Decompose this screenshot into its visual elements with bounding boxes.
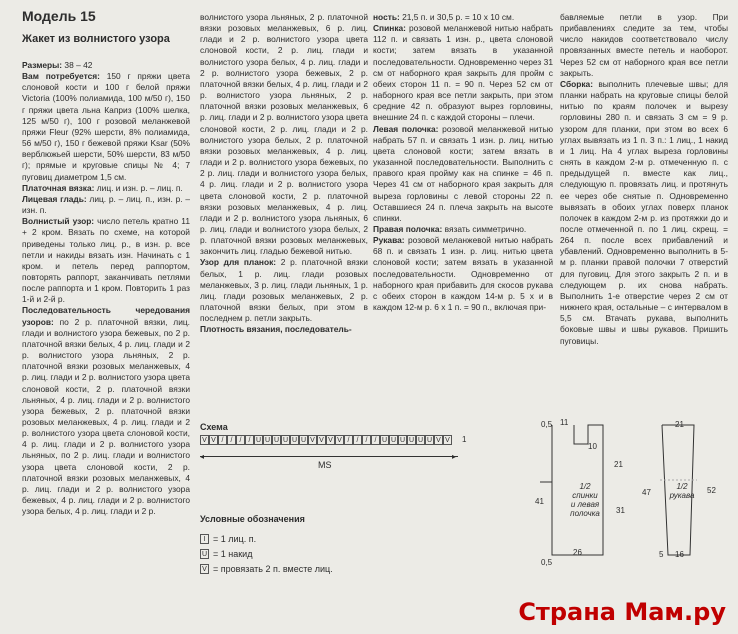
chart-cell: U xyxy=(399,437,406,444)
text-column-1: Размеры: 38 – 42 Вам потребуется: 150 г пряжи цвета слоновой кости и 100 г белой пряжи Victoria (100% полиамида, 100 м/50 г), 150 г пряжи цвета льна Каприз (100% шелка, 125 м/50 г), 100 г розовой меланжевой пряжи Fleur (92% шерсти, 8% полиамида, 56 м/50 г), 150 г бежевой пряжи Ksar (50% верблюжьей шерсти, 50% шерсти, 83 м/50 г); прямые и круговые спицы № 4; 7 пуговиц диаметром 1,5 см. Платочная вязка: лиц. и изн. р. – лиц. п. Лицевая гладь: лиц. р. – лиц. п., изн. р. – изн. п. Волнистый узор: число петель кратно 11 + 2 кром. Вязать по схеме, на которой приведены только лиц. р., в изн. р. все петли и накиды вязать изн. Начинать с 1 кром. и петель перед раппортом, повторять раппорт, заканчивать петлями после раппорта и 1 кром. Повторить 1 раз 1-й и 2-й р. Последовательность чередования узоров: по 2 р. платочной вязки, лиц. глади и волнистого узора бежевых, по 2 р. платочной вязки белых, 4 р. лиц. глади и 2 р. волнистого узора льняных, 2 р. платочной вязки розовых меланжевых, 4 р. лиц. глади и 2 р. волнистого узора цвета слоновой кости, 2 р. платочной вязки льняных, 4 р. лиц. глади и 2 р. волнистого узора бежевых, 2 р. платочной вязки розовых меланжевых, 4 р. лиц. глади и 2 р. волнистого узора цвета слоновой кости, 4 р. лиц. глади и 2 р. волнистого узора льняных, по 2 р. лиц. глади и волнистого узора цвета слоновой кости, 2 р. платочной вязки розовых меланжевых, 4 р. лиц. глади и 2 р. волнистого узора бежевых, 4 р. лиц. глади и 2 р. волнистого узора белых, 4 р. лиц. глади и 2 р. xyxy=(22,60,190,517)
text-column-2: волнистого узора льняных, 2 р. платочной вязки розовых меланжевых, 6 р. лиц. глади и 2 р. волнистого узора цвета слоновой кости, 2 р. лиц. глади и волнистого узора белых, 4 р. лиц. глади и 2 р. волнистого узора бежевых, 2 р. платочной вязки белых, 4 р. лиц. глади и 2 р. волнистого узора льняных, 2 р. платочной вязки розовых меланжевых, 6 р. лиц. глади и 2 р. волнистого узора цвета слоновой кости, 2 р. лиц. глади и 2 р. волнистого узора белых, 2 р. платочной вязки розовых меланжевых, 4 р. лиц. глади и 2 р. волнистого узора бежевых, по 2 р. лиц. глади и волнистого узора белых, 4 р. лиц. глади и 2 р. волнистого узора цвета слоновой кости, 2 р. платочной вязки розовых меланжевых, 4 р. лиц. глади и 2 р. волнистого узора льняных, 6 р. лиц. глади и волнистого узора белых, 2 р. платочной вязки розовых меланжевых, закончить лиц. гладью бежевой нитью. Узор для планок: 2 р. платочной вязки белых, 1 р. лиц. глади розовых меланжевых, 3 р. лиц. глади льняных, 1 р. лиц. глади розовых меланжевых, 2 р. платочной вязки белых, при этом в последнем р. петли закрыть. Плотность вязания, последователь- xyxy=(200,12,368,335)
chart-cell: V xyxy=(335,435,344,445)
chart-cell: / xyxy=(236,435,245,445)
chart-cell: V xyxy=(209,435,218,445)
legend-item-knit xyxy=(200,534,256,544)
sleeve-label: 1/2 рукава xyxy=(669,482,695,500)
chart-cell: / xyxy=(245,435,254,445)
ms-right-arrow-icon: ▸ xyxy=(452,452,457,461)
chart-cell: V xyxy=(308,435,317,445)
pattern-chart xyxy=(200,435,452,447)
dim-shoulder-11: 11 xyxy=(560,418,569,427)
legend-item-k2tog xyxy=(200,564,333,574)
dim-height-41: 41 xyxy=(535,497,544,506)
legend-title: Условные обозначения xyxy=(200,514,305,524)
chart-cell: U xyxy=(381,437,388,444)
dim-sleeve-47: 47 xyxy=(642,488,651,497)
legend-symbol: I xyxy=(200,534,209,544)
dim-sleeve-52: 52 xyxy=(707,486,716,495)
chart-cell: U xyxy=(300,437,307,444)
dim-sleeve-5: 5 xyxy=(659,550,664,559)
chart-cell: U xyxy=(417,437,424,444)
ms-bracket-line xyxy=(200,456,458,457)
front-piece-label: 1/2 спинки и левая полочка xyxy=(570,482,600,518)
schematic-svg xyxy=(530,420,730,570)
legend-text: = провязать 2 п. вместе лиц. xyxy=(213,564,333,574)
chart-cell: U xyxy=(273,437,280,444)
chart-cell: V xyxy=(200,435,209,445)
text-column-4: бавляемые петли в узор. При прибавлениях следите за тем, чтобы число накидов соответствовало числу провязанных вместе петель и наоборот. Через 52 см от наборного края все петли закрыть. Сборка: выполнить плечевые швы; для планки набрать на круговые спицы белой нитью по краям полочек и вырезу горловины 280 п. и связать 3 см = 9 р. узором для планки, при этом во всех 6 углах вывязать из 1 п. 3 п.: 1 лиц., 1 накид и 1 лиц. На 4 углах выреза горловины снять в каждом 2-м р. отмеченную п. с предыдущей п. вместе как лиц., следующую п. провязать лиц. и протянуть ее через обе снятые п. Одновременно вывязать в обоих углах поверх планок полочек в каждом 2-м р. из протяжки до и после отмеченной п. по 1 лиц. скрещ. = 264 п. после всех прибавлений и убавлений. Одновременно выполнить в 5-м р. планки правой полочки 7 отверстий для пуговиц. Для этого закрыть 2 п. и в следующем р. их снова набрать. Выполнить 1-е отверстие через 2 см от нижнего края, остальные – с интервалом в 5,5 см. Втачать рукава, выполнить боковые швы и швы рукавов. Пришить пуговицы. xyxy=(560,12,728,346)
dim-sleeve-16: 16 xyxy=(675,550,684,559)
chart-cell: U xyxy=(255,437,262,444)
legend-symbol: U xyxy=(201,551,208,558)
dim-width-26: 26 xyxy=(573,548,582,557)
site-watermark-logo: Страна Мам.ру xyxy=(518,598,726,626)
legend-item-yarnover xyxy=(200,549,252,559)
chart-cell: U xyxy=(426,437,433,444)
chart-cell: U xyxy=(282,437,289,444)
chart-cell: U xyxy=(264,437,271,444)
chart-cell: / xyxy=(344,435,353,445)
schema-title: Схема xyxy=(200,422,228,432)
legend-text: = 1 накид xyxy=(213,549,253,559)
chart-cell: U xyxy=(390,437,397,444)
legend-text: = 1 лиц. п. xyxy=(213,534,257,544)
schematic-diagram xyxy=(530,420,730,570)
chart-row-number: 1 xyxy=(462,435,467,444)
chart-cell: V xyxy=(443,435,452,445)
chart-cell: / xyxy=(353,435,362,445)
chart-cell: V xyxy=(317,435,326,445)
model-title: Модель 15 xyxy=(22,8,96,24)
chart-cell: / xyxy=(371,435,380,445)
dim-sleeve-21: 21 xyxy=(675,420,684,429)
chart-cell: V xyxy=(434,435,443,445)
dim-bottom-05: 0,5 xyxy=(541,558,553,567)
chart-cell: / xyxy=(362,435,371,445)
ms-left-arrow-icon: ◂ xyxy=(200,452,205,461)
dim-neck-10: 10 xyxy=(588,442,597,451)
chart-cell: U xyxy=(291,437,298,444)
dim-top-05: 0,5 xyxy=(541,420,553,429)
legend-symbol: V xyxy=(200,564,209,574)
ms-label: MS xyxy=(318,460,332,470)
chart-cell: / xyxy=(218,435,227,445)
chart-cell: U xyxy=(408,437,415,444)
dim-height-31: 31 xyxy=(616,506,625,515)
model-subtitle: Жакет из волнистого узора xyxy=(22,33,170,45)
chart-cell: / xyxy=(227,435,236,445)
text-column-3: ность: 21,5 п. и 30,5 р. = 10 х 10 см. Спинка: розовой меланжевой нитью набрать 112 п. и связать 1 изн. р., цвета слоновой кости; затем вязать в указанной последовательности. Одновременно через 31 см от наборного края закрыть для пройм с обеих сторон 11 п. = 90 п. Через 52 см от наборного края все петли закрыть, при этом средние 42 п. образуют вырез горловины, внешние 24 п. с каждой стороны – плечи. Левая полочка: розовой меланжевой нитью набрать 57 п. и связать 1 изн. р. лиц. нитью цвета слоновой кости; затем вязать в указанной последовательности. Выполнить с правого края пройму как на спинке = 46 п. Через 41 см от наборного края закрыть для выреза горловины с левой стороны 22 п. Оставшиеся 24 п. плеча закрыть на высоте спинки. Правая полочка: вязать симметрично. Рукава: розовой меланжевой нитью набрать 68 п. и связать 1 изн. р. лиц. нитью цвета слоновой кости; затем вязать в указанной последовательности. Одновременно от наборного края прибавить для скосов рукава с обеих сторон в каждом 14-м р. 5 х и в каждом 12-м р. 6 х 1 п. = 90 п., включая при- xyxy=(373,12,553,313)
chart-cell: V xyxy=(326,435,335,445)
dim-armhole-21: 21 xyxy=(614,460,623,469)
